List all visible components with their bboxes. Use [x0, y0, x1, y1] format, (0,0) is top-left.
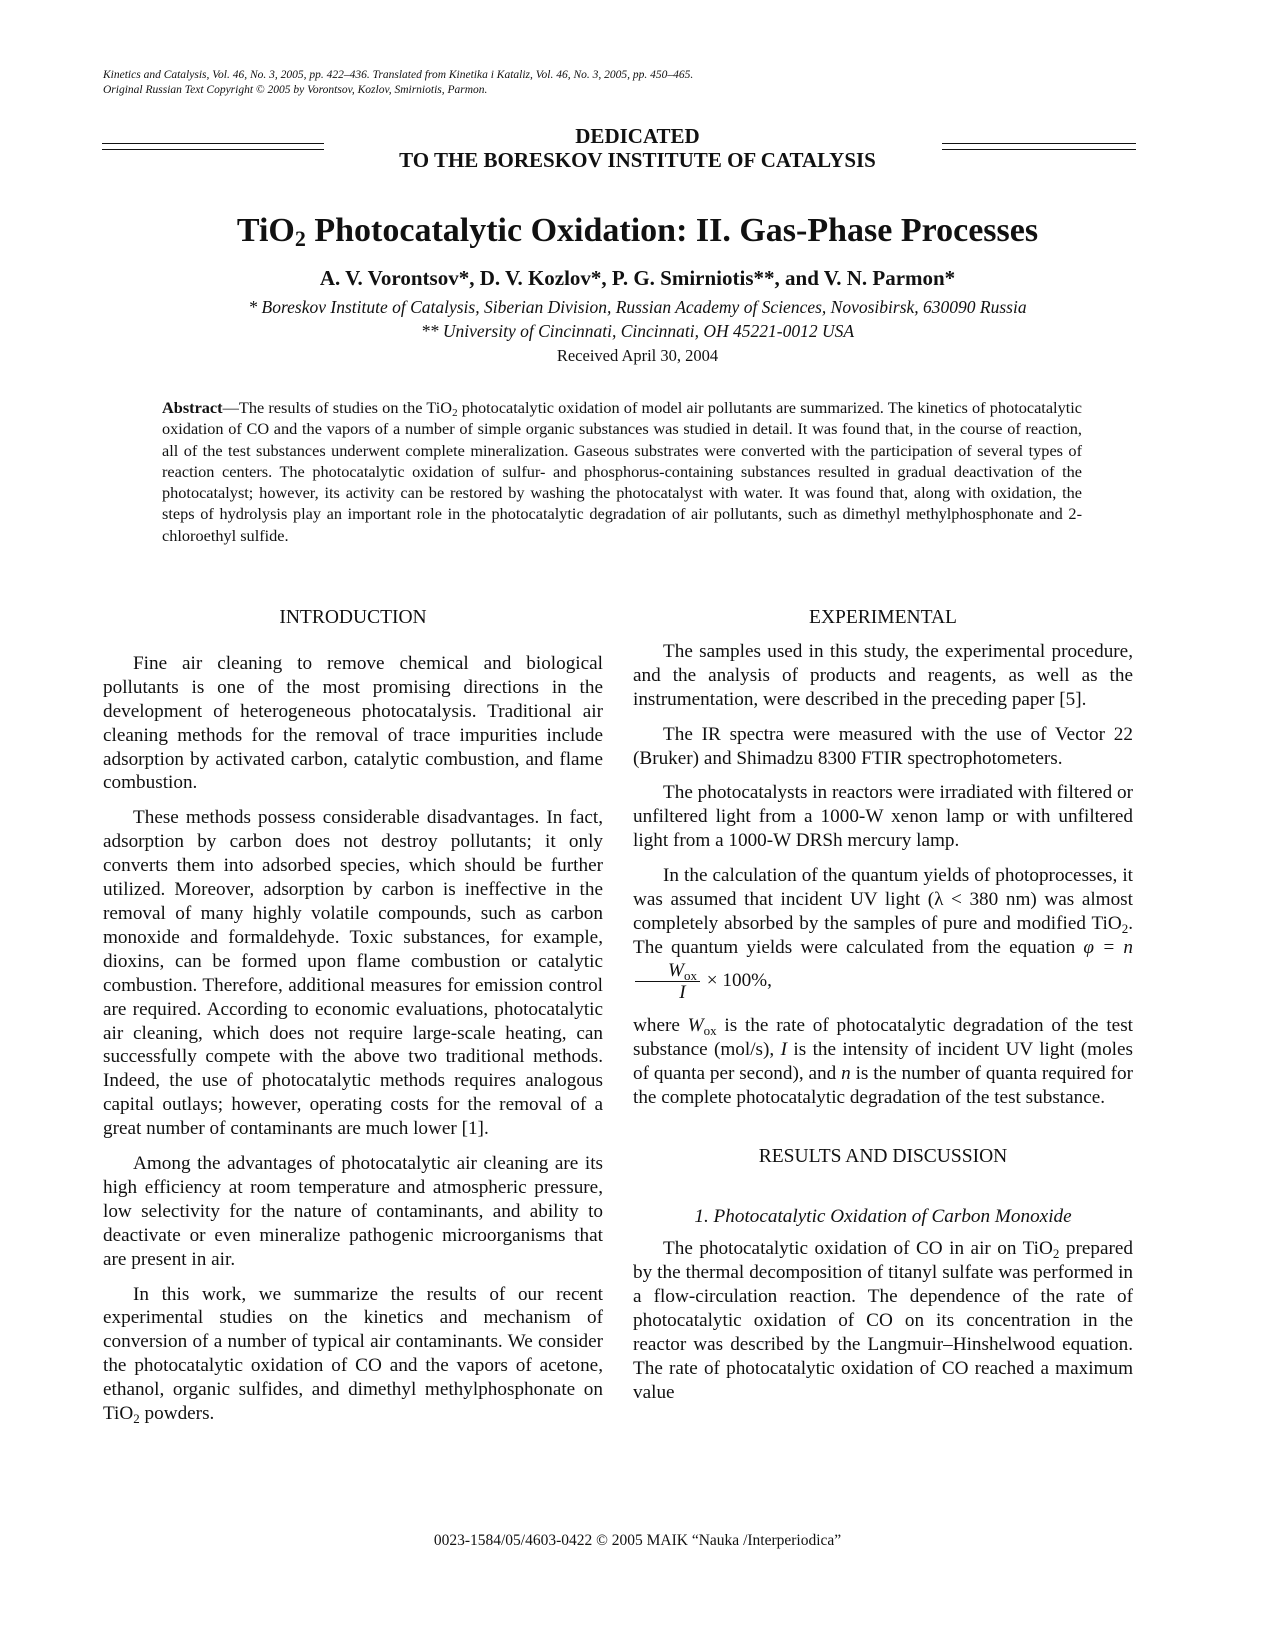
affiliation-2: ** University of Cincinnati, Cincinnati, OH 45221-0012 USA	[420, 321, 855, 341]
author-list: A. V. Vorontsov*, D. V. Kozlov*, P. G. Smirniotis**, and V. N. Parmon*	[319, 266, 956, 290]
header-line-1: Kinetics and Catalysis, Vol. 46, No. 3, 2005, pp. 422–436. Translated from Kinetika i Kataliz, Vol. 46, No. 3, 2005, pp. 450–465.	[103, 69, 694, 81]
paragraph: The photocatalysts in reactors were irradiated with filtered or unfiltered light from a 1000-W xenon lamp or with unfiltered light from a 1000-W DRSh mercury lamp.	[633, 782, 1133, 852]
section-heading-experimental: EXPERIMENTAL	[809, 607, 957, 628]
dedication-line-2: TO THE BORESKOV INSTITUTE OF CATALYSIS	[399, 148, 876, 172]
quantum-yield-equation: φ = n $\frac{W_{ox}}{I}$ × 100%,	[633, 937, 1133, 991]
right-column	[633, 606, 1133, 1416]
abstract-label: Abstract	[162, 398, 223, 417]
paragraph: The photocatalytic oxidation of CO in air on TiO$_2$ prepared by the thermal decomposition of titanyl sulfate was performed in a flow-circulation reaction. The dependence of the rate of photocatalytic oxidation of CO on its concentration in the reactor was described by the Langmuir–Hinshelwood equation. The rate of photocatalytic oxidation of CO reached a maximum value	[633, 1238, 1133, 1403]
paragraph: where $W_{ox}$ is the rate of photocatalytic degradation of the test substance (mol/s), I is the intensity of incident UV light (moles of quanta per second), and n is the number of quanta required for the complete photocatalytic degradation of the test substance.	[633, 1014, 1133, 1108]
paragraph: The IR spectra were measured with the use of Vector 22 (Bruker) and Shimadzu 8300 FTIR spectrophotometers.	[633, 723, 1133, 769]
abstract: Abstract—The results of studies on the TiO$_2$ photocatalytic oxidation of model air pollutants are summarized. The kinetics of photocatalytic oxidation of CO and the vapors of a number of simple organic substances was studied in detail. It was found that, in the course of reaction, all of the test substances underwent complete mineralization. Gaseous substrates were converted with the participation of several types of reaction centers. The photocatalytic oxidation of sulfur- and phosphorus-containing substances resulted in gradual deactivation of the photocatalyst; however, its activity can be restored by washing the photocatalyst with water. It was found that, along with oxidation, the steps of hydrolysis play an important role in the photocatalytic degradation of air pollutants, such as dimethyl methylphosphonate and 2-chloroethyl sulfide.	[162, 398, 1082, 545]
section-heading-introduction: INTRODUCTION	[279, 607, 427, 628]
paragraph: Among the advantages of photocatalytic air cleaning are its high efficiency at room temperature and atmospheric pressure, low selectivity for the nature of contaminants, and ability to deactivate or even mineralize pathogenic microorganisms that are present in air.	[103, 1153, 603, 1270]
header-line-2: Original Russian Text Copyright © 2005 by Vorontsov, Kozlov, Smirniotis, Parmon.	[103, 84, 488, 96]
copyright-footer: 0023-1584/05/4603-0422 © 2005 MAIK “Nauka /Interperiodica”	[433, 1532, 842, 1549]
affiliation-1: * Boreskov Institute of Catalysis, Siberian Division, Russian Academy of Sciences, Novosibirsk, 630090 Russia	[248, 297, 1027, 317]
journal-header	[103, 68, 693, 98]
section-heading-results: RESULTS AND DISCUSSION	[758, 1146, 1008, 1168]
paragraph: Fine air cleaning to remove chemical and biological pollutants is one of the most promising directions in the development of heterogeneous photocatalysis. Traditional air cleaning methods for the removal of trace impurities include adsorption by activated carbon, catalytic combustion, and flame combustion.	[103, 652, 603, 794]
paragraph: These methods possess considerable disadvantages. In fact, adsorption by carbon does not destroy pollutants; it only converts them into adsorbed species, which should be further utilized. Moreover, adsorption by carbon is ineffective in the removal of many highly volatile compounds, such as carbon monoxide and formaldehyde. Toxic substances, for example, dioxins, can be formed upon flame combustion or catalytic combustion. Therefore, additional measures for emission control are required. According to economic evaluations, photocatalytic air cleaning, which does not require large-scale heating, can successfully compete with the above two traditional methods. Indeed, the use of photocatalytic methods requires analogous capital outlays; however, operating costs for the removal of a great number of contaminants are much lower [1].	[103, 807, 603, 1140]
paper-title: TiO$_2$ Photocatalytic Oxidation: II. Gas-Phase Processes	[236, 212, 1039, 251]
paragraph: In this work, we summarize the results of our recent experimental studies on the kinetics and mechanism of conversion of a number of typical air contaminants. We consider the photocatalytic oxidation of CO and the vapors of acetone, ethanol, organic sulfides, and dimethyl methylphosphonate on TiO$_2$ powders.	[103, 1283, 603, 1427]
paragraph: In the calculation of the quantum yields of photoprocesses, it was assumed that incident UV light (λ < 380 nm) was almost completely absorbed by the samples of pure and modified TiO$_2$. The quantum yields were calculated from the equation φ = n $\frac{W_{ox}}{I}$ × 100%,	[633, 865, 1133, 1003]
subsection-heading: 1. Photocatalytic Oxidation of Carbon Monoxide	[694, 1206, 1072, 1228]
paragraph: The samples used in this study, the experimental procedure, and the analysis of products and reagents, as well as the instrumentation, were described in the preceding paper [5].	[633, 640, 1133, 710]
left-column	[103, 606, 603, 1437]
received-date: Received April 30, 2004	[556, 346, 719, 365]
dedication-banner	[0, 124, 1275, 172]
dedication-line-1: DEDICATED	[575, 124, 700, 148]
